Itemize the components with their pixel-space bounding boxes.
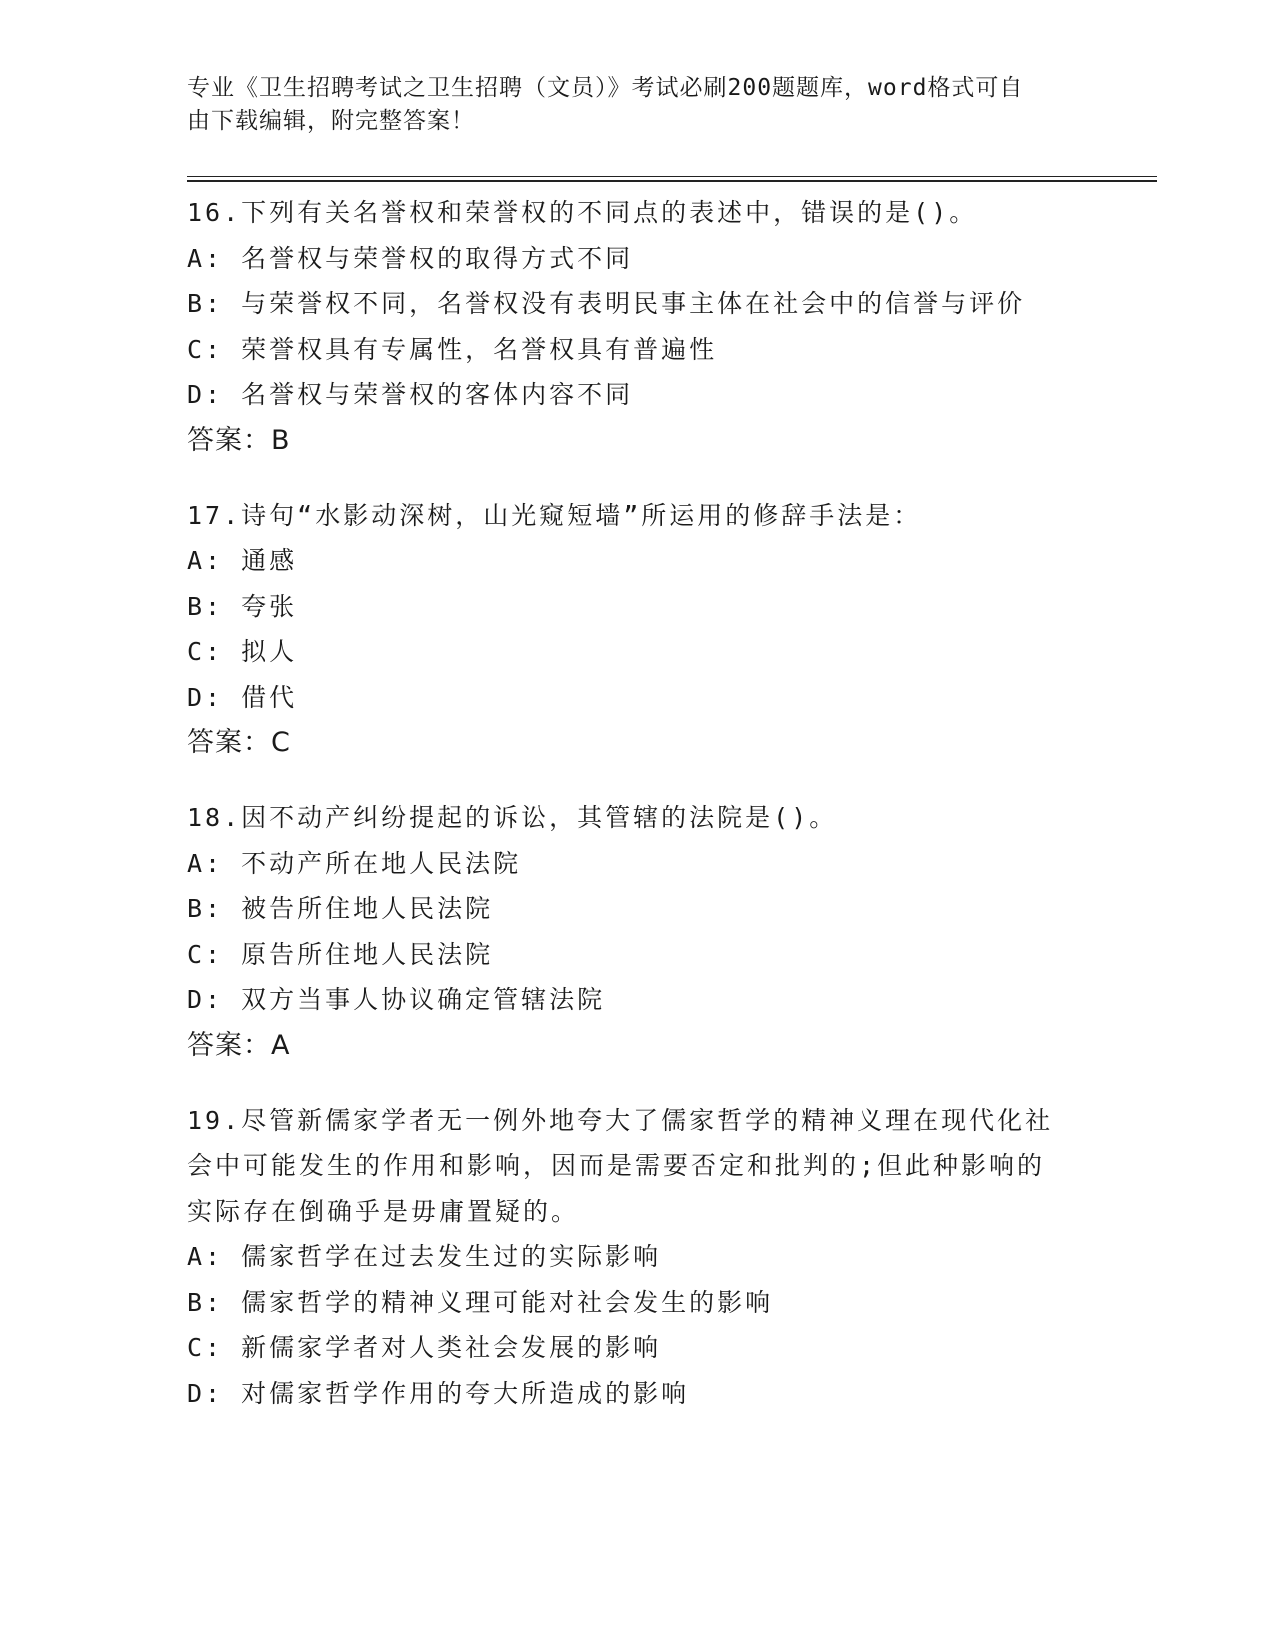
question-17 — [187, 493, 1087, 766]
question-19 — [187, 1098, 1087, 1417]
option-c: C: 荣誉权具有专属性，名誉权具有普遍性 — [187, 334, 718, 364]
option-d: D: 借代 — [187, 682, 298, 712]
header-divider-thick — [187, 180, 1157, 182]
answer-line: 答案：A — [187, 1029, 291, 1061]
option-b: B: 夸张 — [187, 591, 298, 621]
document-header — [187, 72, 1067, 138]
option-a: A: 通感 — [187, 546, 298, 575]
option-c: C: 拟人 — [187, 637, 298, 666]
header-line-1: 专业《卫生招聘考试之卫生招聘（文员）》考试必刷200题题库，word格式可自 — [187, 75, 1024, 101]
answer-line: 答案：C — [187, 727, 291, 758]
question-stem-line-2: 会中可能发生的作用和影响，因而是需要否定和批判的;但此种影响的 — [187, 1151, 1046, 1180]
option-c: C: 原告所住地人民法院 — [187, 939, 494, 969]
question-16 — [187, 190, 1087, 463]
answer-line: 答案：B — [187, 424, 291, 456]
option-b: B: 儒家哲学的精神义理可能对社会发生的影响 — [187, 1287, 774, 1317]
option-c: C: 新儒家学者对人类社会发展的影响 — [187, 1333, 662, 1362]
option-a: A: 儒家哲学在过去发生过的实际影响 — [187, 1242, 662, 1271]
question-stem: 16.下列有关名誉权和荣誉权的不同点的表述中，错误的是()。 — [187, 198, 978, 227]
header-line-2: 由下载编辑，附完整答案！ — [187, 108, 475, 134]
question-stem-line-3: 实际存在倒确乎是毋庸置疑的。 — [187, 1196, 580, 1226]
option-b: B: 被告所住地人民法院 — [187, 894, 494, 923]
option-d: D: 双方当事人协议确定管辖法院 — [187, 985, 606, 1014]
header-divider-thin — [187, 176, 1157, 177]
question-stem: 17.诗句“水影动深树，山光窥短墙”所运用的修辞手法是： — [187, 500, 922, 530]
question-stem: 18.因不动产纠纷提起的诉讼，其管辖的法院是()。 — [187, 803, 838, 832]
option-d: D: 名誉权与荣誉权的客体内容不同 — [187, 380, 634, 409]
option-d: D: 对儒家哲学作用的夸大所造成的影响 — [187, 1378, 690, 1408]
option-a: A: 不动产所在地人民法院 — [187, 848, 522, 878]
option-a: A: 名誉权与荣誉权的取得方式不同 — [187, 243, 634, 273]
question-stem-line-1: 19.尽管新儒家学者无一例外地夸大了儒家哲学的精神义理在现代化社 — [187, 1105, 1054, 1135]
question-list — [187, 190, 1087, 1446]
option-b: B: 与荣誉权不同，名誉权没有表明民事主体在社会中的信誉与评价 — [187, 289, 1026, 318]
question-18 — [187, 795, 1087, 1068]
